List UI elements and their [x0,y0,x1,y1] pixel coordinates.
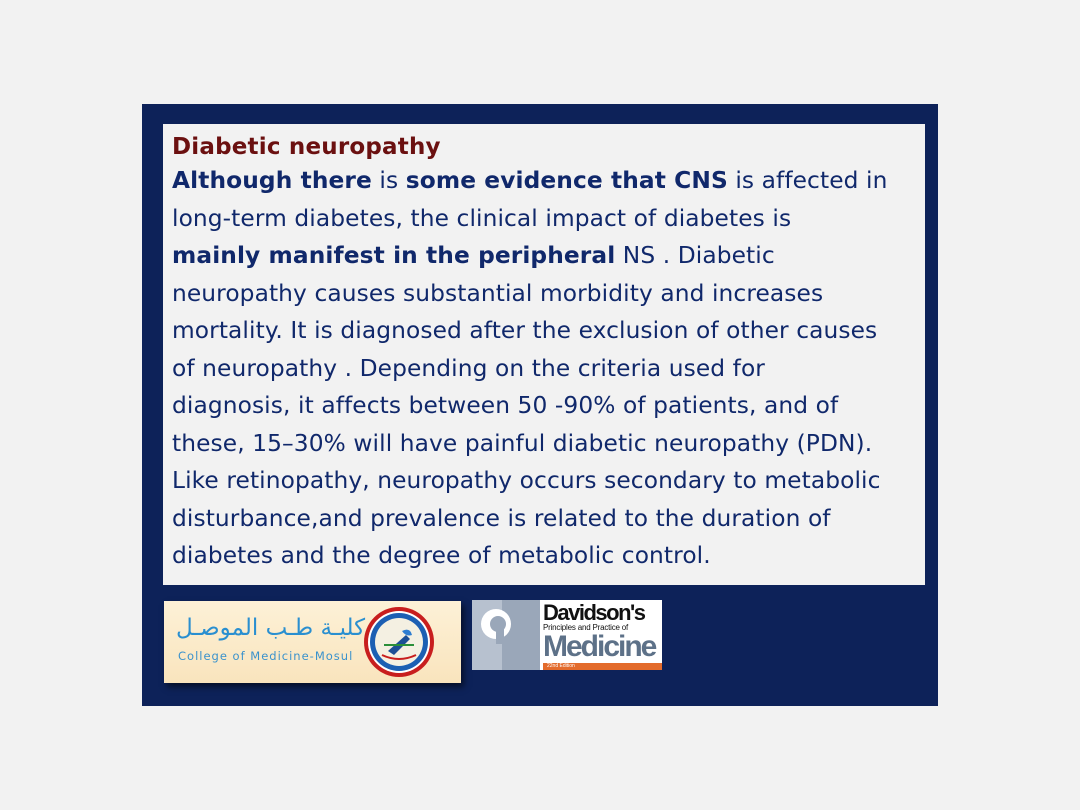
body-line-4: neuropathy causes substantial morbidity and increases [172,279,824,307]
content-text-box [163,124,925,585]
body-text: is affected in [727,167,888,194]
body-line-5: mortality. It is diagnosed after the exclusion of other causes [172,317,878,344]
college-seal-icon [362,605,436,679]
davidson-edition-bar: 22nd Edition [543,663,662,670]
body-line-3 [172,237,917,275]
body-line-7: diagnosis, it affects between 50 -90% of patients, and of [172,392,839,419]
emphasis-text: mainly manifest in the peripheral [172,242,616,269]
college-of-medicine-logo [164,601,461,683]
body-line-10: disturbance,and prevalence is related to the duration of [172,504,831,532]
slide-title: Diabetic neuropathy [172,134,441,160]
emphasis-text: Although there [172,167,372,194]
body-line-8: these, 15–30% will have painful diabetic neuropathy (PDN). [172,429,873,457]
davidson-cover-panel [472,600,540,670]
davidson-emblem-icon [472,600,540,670]
body-line-6: of neuropathy . Depending on the criteria used for [172,354,765,382]
college-arabic-name: كليـة طـب الموصـل [176,615,366,641]
slide-body-paragraph [172,162,917,575]
body-line-1 [172,162,917,200]
body-line-9: Like retinopathy, neuropathy occurs secondary to metabolic [172,467,881,494]
davidson-title: Davidson's [543,600,645,625]
davidsons-medicine-logo [472,600,662,670]
body-line-2: long-term diabetes, the clinical impact of diabetes is [172,204,792,232]
body-line-11: diabetes and the degree of metabolic control. [172,542,711,569]
college-english-name: College of Medicine-Mosul [178,649,354,663]
davidson-medicine: Medicine [543,630,656,663]
slide [142,104,938,706]
body-text: NS . Diabetic [615,242,775,269]
body-text: is [371,167,406,194]
davidson-subtitle: Principles and Practice of [543,623,629,632]
emphasis-text: some evidence that CNS [405,167,728,194]
